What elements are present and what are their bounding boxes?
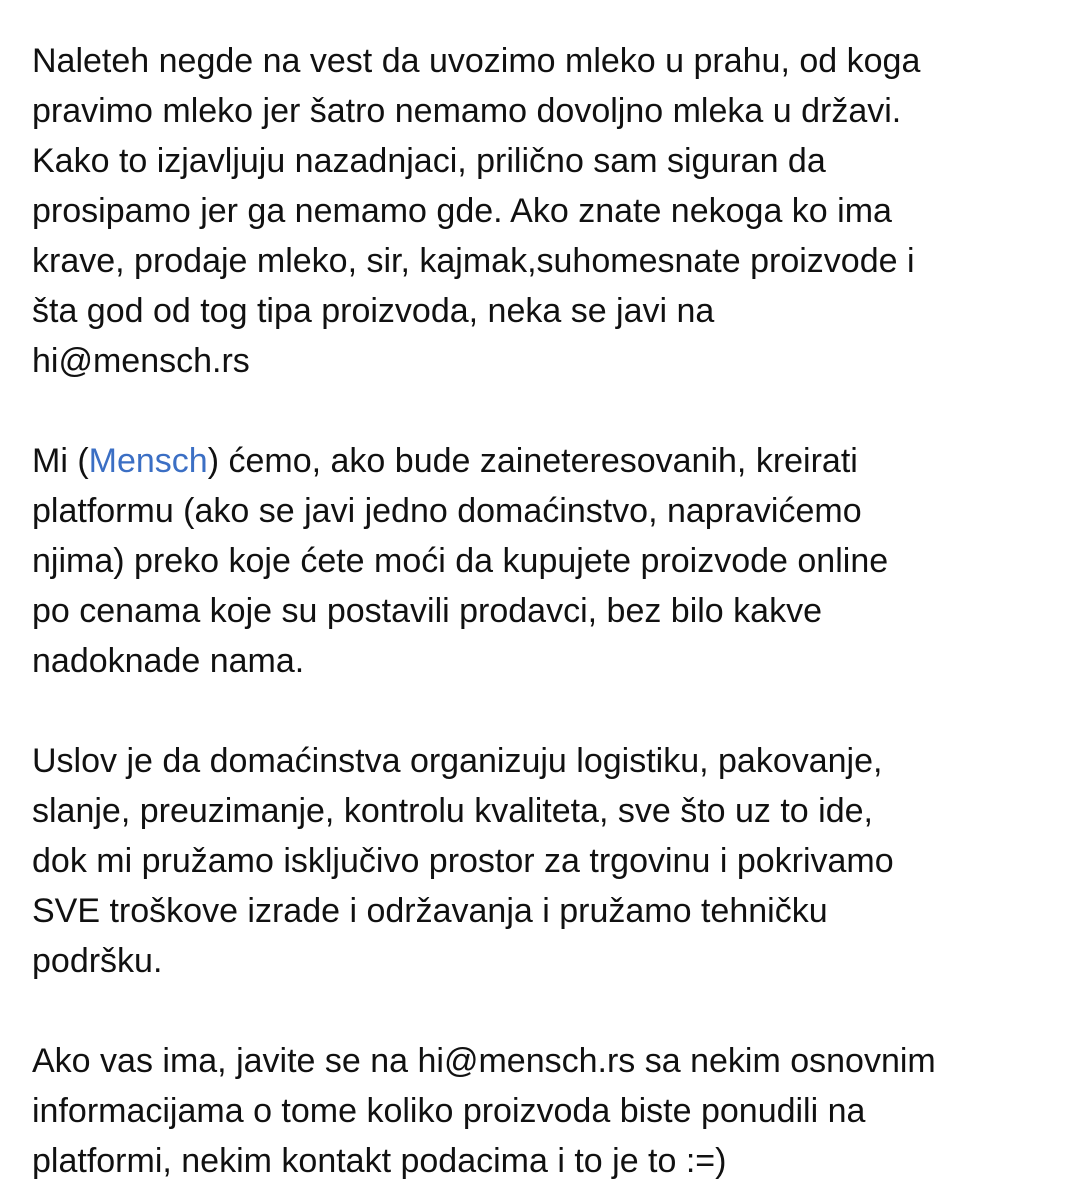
text-line: dok mi pružamo isključivo prostor za trgovinu i pokrivamo bbox=[32, 842, 894, 880]
paragraph-2 bbox=[32, 436, 1062, 686]
text-line: Ako vas ima, javite se na hi@mensch.rs sa nekim osnovnim bbox=[32, 1042, 936, 1080]
text-line: nadoknade nama. bbox=[32, 642, 305, 680]
text-line: platformu (ako se javi jedno domaćinstvo, napravićemo bbox=[32, 492, 862, 530]
mention-link-mensch[interactable]: Mensch bbox=[88, 442, 208, 480]
text-line: informacijama o tome koliko proizvoda biste ponudili na bbox=[32, 1092, 866, 1130]
paragraph-1 bbox=[32, 36, 1062, 386]
text-fragment: ) ćemo, ako bude zaineteresovanih, kreirati bbox=[207, 442, 858, 480]
text-line: slanje, preuzimanje, kontrolu kvaliteta, sve što uz to ide, bbox=[32, 792, 873, 830]
text-line: pravimo mleko jer šatro nemamo dovoljno mleka u državi. bbox=[32, 92, 902, 130]
paragraph-4 bbox=[32, 1036, 1062, 1186]
text-line: SVE troškove izrade i održavanja i pružamo tehničku bbox=[32, 892, 828, 930]
text-line: krave, prodaje mleko, sir, kajmak,suhomesnate proizvode i bbox=[32, 242, 915, 280]
text-line: po cenama koje su postavili prodavci, bez bilo kakve bbox=[32, 592, 822, 630]
text-line: podršku. bbox=[32, 942, 163, 980]
text-line: platformi, nekim kontakt podacima i to je to :=) bbox=[32, 1142, 727, 1180]
text-line: Uslov je da domaćinstva organizuju logistiku, pakovanje, bbox=[32, 742, 883, 780]
text-line: šta god od tog tipa proizvoda, neka se javi na bbox=[32, 292, 715, 330]
post-body bbox=[32, 36, 1062, 1186]
text-line: Kako to izjavljuju nazadnjaci, prilično sam siguran da bbox=[32, 142, 826, 180]
paragraph-spacer bbox=[32, 686, 1062, 736]
paragraph-spacer bbox=[32, 986, 1062, 1036]
text-line: prosipamo jer ga nemamo gde. Ako znate nekoga ko ima bbox=[32, 192, 892, 230]
text-line: Naleteh negde na vest da uvozimo mleko u prahu, od koga bbox=[32, 42, 921, 80]
paragraph-3 bbox=[32, 736, 1062, 986]
text-line: njima) preko koje ćete moći da kupujete proizvode online bbox=[32, 542, 889, 580]
text-fragment: Mi ( bbox=[32, 442, 89, 480]
paragraph-spacer bbox=[32, 386, 1062, 436]
text-line: hi@mensch.rs bbox=[32, 342, 250, 380]
text-line bbox=[32, 436, 1062, 486]
